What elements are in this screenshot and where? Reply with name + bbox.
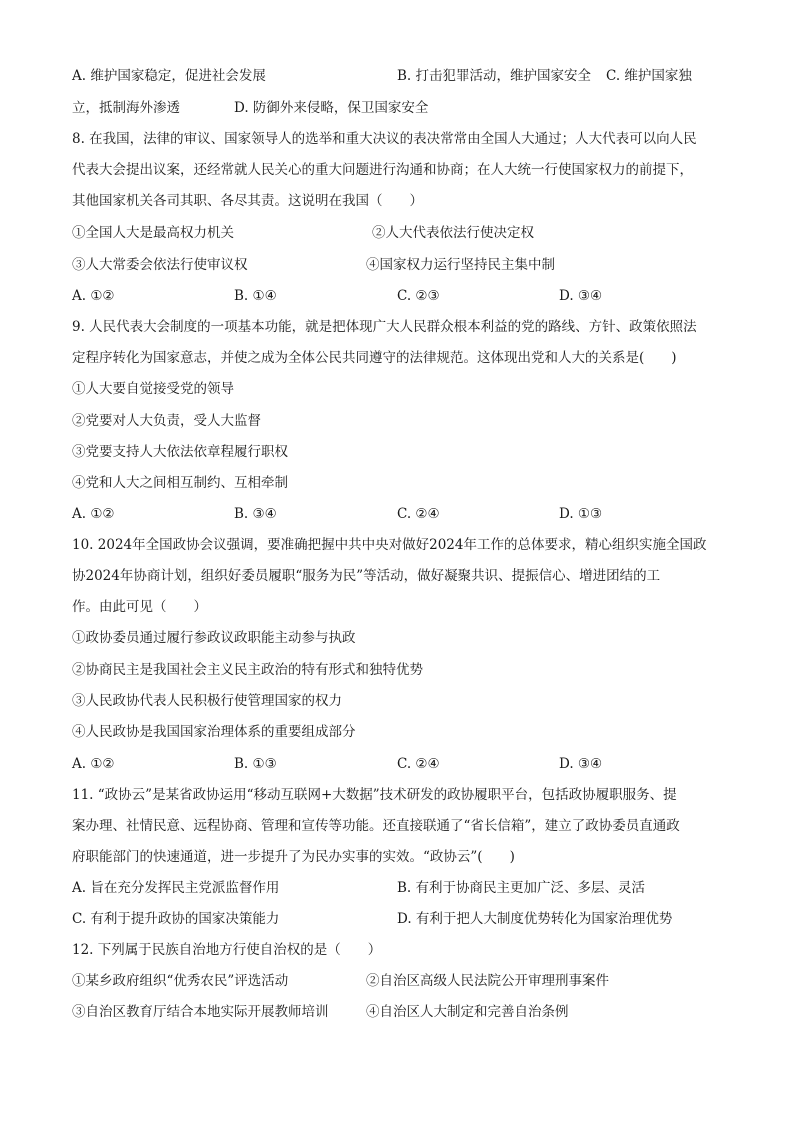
q10-item-1: ①政协委员通过履行参政议政职能主动参与执政 xyxy=(72,630,356,646)
q8-option-b[interactable]: B. ①④ xyxy=(234,288,277,304)
q8-stem-line-3: 其他国家机关各司其职、各尽其责。这说明在我国（ ） xyxy=(72,193,423,209)
q10-stem-line-2: 协2024年协商计划，组织好委员履职“服务为民”等活动，做好凝聚共识、提振信心、增进团结的工 xyxy=(72,568,661,584)
q10-stem-line-3: 作。由此可见（ ） xyxy=(72,599,207,615)
q7-option-b[interactable]: B. 打击犯罪活动，维护国家安全 xyxy=(397,68,592,84)
q11-stem-line-2: 案办理、社情民意、远程协商、管理和宣传等功能。还直接联通了“省长信箱”，建立了政协委员直通政 xyxy=(72,818,680,834)
q11-option-a[interactable]: A. 旨在充分发挥民主党派监督作用 xyxy=(72,880,280,896)
q8-item-3: ③人大常委会依法行使审议权 xyxy=(72,257,248,273)
q9-item-3: ③党要支持人大依法依章程履行职权 xyxy=(72,444,288,460)
q11-stem-line-3: 府职能部门的快速通道，进一步提升了为民办实事的实效。“政协云”( ) xyxy=(72,849,515,865)
q12-item-1: ①某乡政府组织“优秀农民”评选活动 xyxy=(72,973,289,989)
q8-item-1: ①全国人大是最高权力机关 xyxy=(72,225,234,241)
q7-option-c-continued: 立，抵制海外渗透 xyxy=(72,100,180,116)
q11-option-c[interactable]: C. 有利于提升政协的国家决策能力 xyxy=(72,911,280,927)
q8-stem-line-1: 8. 在我国，法律的审议、国家领导人的选举和重大决议的表决常常由全国人大通过；人大代表可以向人民 xyxy=(72,131,697,147)
q9-option-a[interactable]: A. ①② xyxy=(72,506,115,522)
q10-option-d[interactable]: D. ③④ xyxy=(559,756,603,772)
q10-item-3: ③人民政协代表人民积极行使管理国家的权力 xyxy=(72,693,342,709)
q8-item-2: ②人大代表依法行使决定权 xyxy=(372,225,534,241)
q10-option-a[interactable]: A. ①② xyxy=(72,756,115,772)
q7-option-c[interactable]: C. 维护国家独 xyxy=(606,68,692,84)
q12-item-4: ④自治区人大制定和完善自治条例 xyxy=(366,1004,569,1020)
q10-stem-line-1: 10. 2024年全国政协会议强调，要准确把握中共中央对做好2024年工作的总体要求，精心组织实施全国政 xyxy=(72,537,707,553)
q9-option-b[interactable]: B. ③④ xyxy=(234,506,277,522)
q8-option-d[interactable]: D. ③④ xyxy=(559,288,603,304)
q10-option-c[interactable]: C. ②④ xyxy=(397,756,440,772)
q9-option-d[interactable]: D. ①③ xyxy=(559,506,603,522)
q12-item-2: ②自治区高级人民法院公开审理刑事案件 xyxy=(366,973,609,989)
q9-stem-line-1: 9. 人民代表大会制度的一项基本功能，就是把体现广大人民群众根本利益的党的路线、方针、政策依照法 xyxy=(72,319,697,335)
q7-option-d[interactable]: D. 防御外来侵略，保卫国家安全 xyxy=(234,100,429,116)
q8-stem-line-2: 代表大会提出议案，还经常就人民关心的重大问题进行沟通和协商；在人大统一行使国家权力的前提下， xyxy=(72,162,693,178)
q10-option-b[interactable]: B. ①③ xyxy=(234,756,277,772)
q9-item-4: ④党和人大之间相互制约、互相牵制 xyxy=(72,475,288,491)
q12-item-3: ③自治区教育厅结合本地实际开展教师培训 xyxy=(72,1004,329,1020)
q12-stem-line-1: 12. 下列属于民族自治地方行使自治权的是（ ） xyxy=(72,942,382,958)
q11-option-d[interactable]: D. 有利于把人大制度优势转化为国家治理优势 xyxy=(397,911,673,927)
q8-option-a[interactable]: A. ①② xyxy=(72,288,115,304)
q9-stem-line-2: 定程序转化为国家意志，并使之成为全体公民共同遵守的法律规范。这体现出党和人大的关系是( ) xyxy=(72,350,677,366)
q11-option-b[interactable]: B. 有利于协商民主更加广泛、多层、灵活 xyxy=(397,880,646,896)
q8-item-4: ④国家权力运行坚持民主集中制 xyxy=(366,257,555,273)
q11-stem-line-1: 11. “政协云”是某省政协运用“移动互联网+大数据”技术研发的政协履职平台，包括政协履职服务、提 xyxy=(72,787,677,803)
q9-item-1: ①人大要自觉接受党的领导 xyxy=(72,381,234,397)
q10-item-4: ④人民政协是我国国家治理体系的重要组成部分 xyxy=(72,724,356,740)
q8-option-c[interactable]: C. ②③ xyxy=(397,288,440,304)
q7-option-a[interactable]: A. 维护国家稳定，促进社会发展 xyxy=(72,68,266,84)
q9-item-2: ②党要对人大负责，受人大监督 xyxy=(72,413,261,429)
q10-item-2: ②协商民主是我国社会主义民主政治的特有形式和独特优势 xyxy=(72,662,423,678)
q9-option-c[interactable]: C. ②④ xyxy=(397,506,440,522)
